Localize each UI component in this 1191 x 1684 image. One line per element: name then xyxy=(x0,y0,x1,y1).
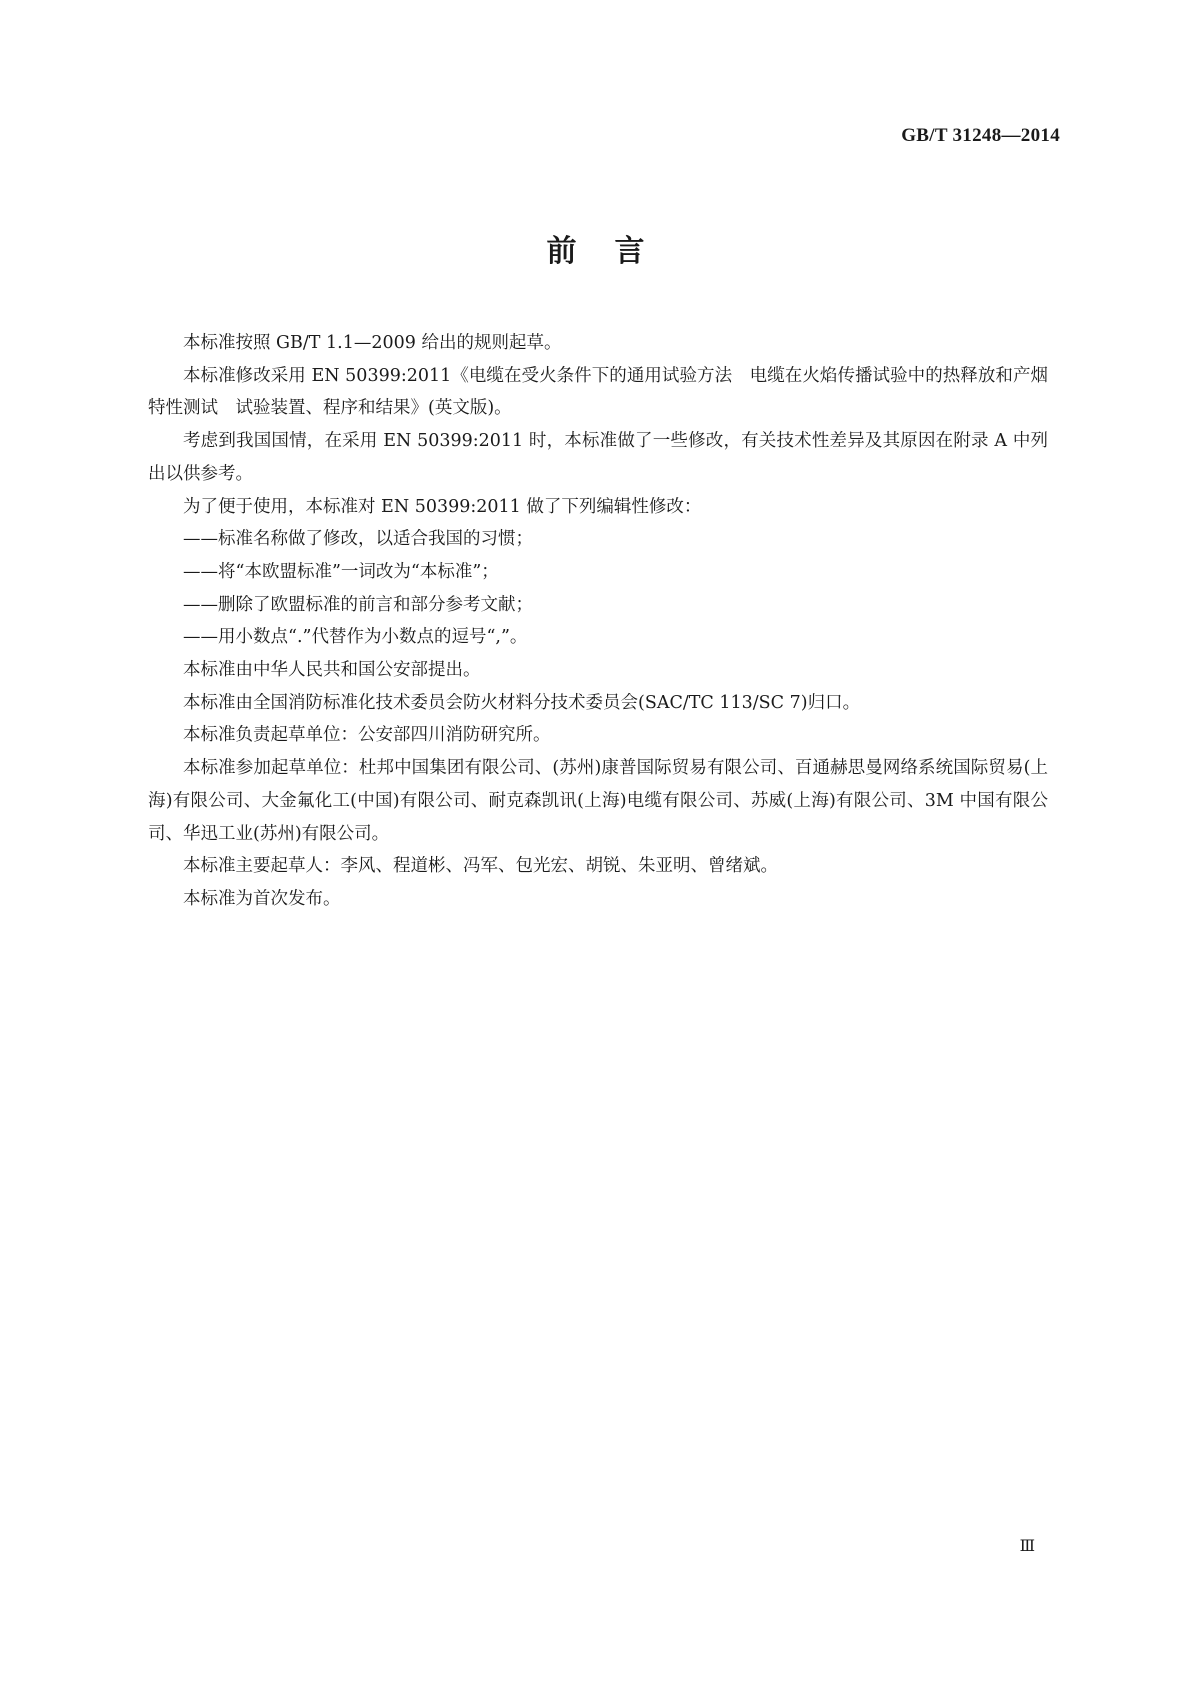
paragraph-editorial-changes-intro: 为了便于使用，本标准对 EN 50399:2011 做了下列编辑性修改： xyxy=(183,496,702,517)
paragraph-participating-drafters: 本标准参加起草单位：杜邦中国集团有限公司、(苏州)康普国际贸易有限公司、百通赫思曼网络系统国际贸易(上海)有限公司、大金氟化工(中国)有限公司、耐克森凯讯(上海)电缆有限公司、苏威(上海)有限公司、3M 中国有限公司、华迅工业(苏州)有限公司。 xyxy=(148,758,1048,844)
list-item-title-change: ——标准名称做了修改，以适合我国的习惯； xyxy=(183,529,533,550)
paragraph-first-release: 本标准为首次发布。 xyxy=(183,888,341,909)
list-item-term-change: ——将“本欧盟标准”一词改为“本标准”； xyxy=(183,561,499,582)
foreword-body xyxy=(148,327,1048,916)
paragraph-proposed-by: 本标准由中华人民共和国公安部提出。 xyxy=(183,660,481,681)
document-code: GB/T 31248—2014 xyxy=(901,125,1060,146)
page-title: 前言 xyxy=(546,234,683,269)
paragraph-technical-differences: 考虑到我国国情，在采用 EN 50399:2011 时，本标准做了一些修改，有关技术性差异及其原因在附录 A 中列出以供参考。 xyxy=(148,431,1048,484)
paragraph-drafting-rules: 本标准按照 GB/T 1.1—2009 给出的规则起草。 xyxy=(183,333,562,353)
paragraph-main-drafters: 本标准主要起草人：李风、程道彬、冯军、包光宏、胡锐、朱亚明、曾绪斌。 xyxy=(183,856,778,877)
page-number: Ⅲ xyxy=(1019,1538,1035,1555)
paragraph-administered-by: 本标准由全国消防标准化技术委员会防火材料分技术委员会(SAC/TC 113/SC 7)归口。 xyxy=(183,692,861,713)
paragraph-adoption: 本标准修改采用 EN 50399:2011《电缆在受火条件下的通用试验方法 电缆在火焰传播试验中的热释放和产烟特性测试 试验装置、程序和结果》(英文版)。 xyxy=(148,365,1048,419)
paragraph-lead-drafter: 本标准负责起草单位：公安部四川消防研究所。 xyxy=(183,725,551,746)
list-item-deletions: ——删除了欧盟标准的前言和部分参考文献； xyxy=(183,594,533,615)
list-item-decimal-point: ——用小数点“.”代替作为小数点的逗号“,”。 xyxy=(183,627,528,648)
